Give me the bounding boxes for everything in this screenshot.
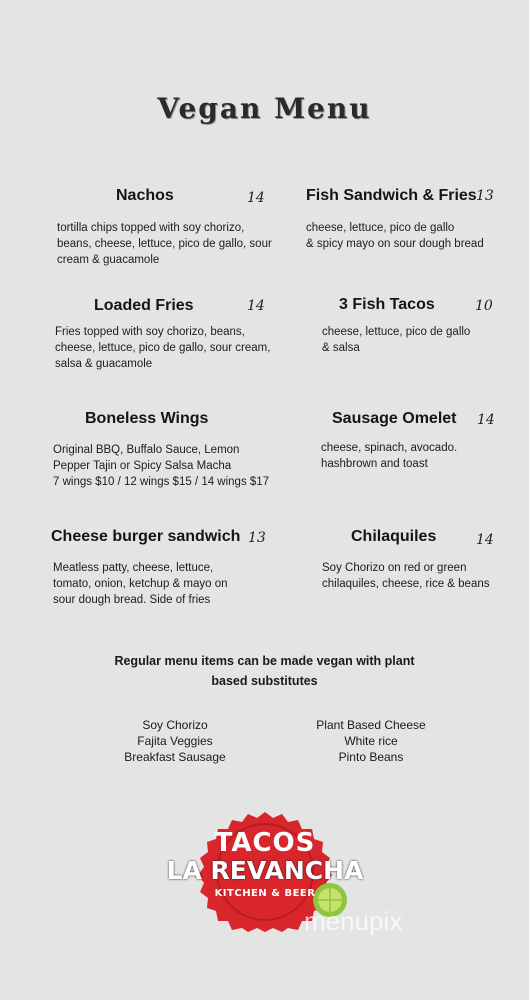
item-desc-cheese-burger: Meatless patty, cheese, lettuce, tomato, onion, ketchup & mayo on sour dough bread. Side of fries xyxy=(53,562,228,606)
item-name-cheese-burger: Cheese burger sandwich xyxy=(51,528,241,545)
item-desc-boneless-wings: Original BBQ, Buffalo Sauce, Lemon Pepper Tajin or Spicy Salsa Macha 7 wings $10 / 12 wings $15 / 14 wings $17 xyxy=(53,444,270,488)
substitutes-right-list: Plant Based Cheese White rice Pinto Beans xyxy=(316,718,426,764)
item-desc-loaded-fries: Fries topped with soy chorizo, beans, cheese, lettuce, pico de gallo, sour cream, salsa & guacamole xyxy=(55,326,271,370)
vegan-substitute-note: Regular menu items can be made vegan with plant based substitutes xyxy=(114,654,415,688)
watermark: menupix xyxy=(304,906,403,936)
item-price-fish-sandwich: 13 xyxy=(476,188,494,204)
item-price-loaded-fries: 14 xyxy=(247,298,265,314)
logo-text-la-revancha: LA REVANCHA xyxy=(166,856,364,885)
item-name-fish-tacos: 3 Fish Tacos xyxy=(339,296,435,313)
item-price-fish-tacos: 10 xyxy=(475,298,493,314)
item-desc-chilaquiles: Soy Chorizo on red or green chilaquiles, cheese, rice & beans xyxy=(322,562,490,590)
item-desc-fish-tacos: cheese, lettuce, pico de gallo & salsa xyxy=(322,326,471,354)
logo-text-tacos: TACOS xyxy=(214,828,316,858)
menu-title: Vegan Menu xyxy=(157,92,372,125)
item-name-nachos: Nachos xyxy=(116,187,174,204)
item-desc-fish-sandwich: cheese, lettuce, pico de gallo & spicy mayo on sour dough bread xyxy=(306,222,484,250)
item-price-cheese-burger: 13 xyxy=(248,530,266,546)
item-desc-sausage-omelet: cheese, spinach, avocado. hashbrown and toast xyxy=(321,442,458,470)
item-name-sausage-omelet: Sausage Omelet xyxy=(332,410,457,427)
logo-text-kitchen-beer: KITCHEN & BEER xyxy=(214,888,316,899)
item-desc-nachos: tortilla chips topped with soy chorizo, beans, cheese, lettuce, pico de gallo, sour cream & guacamole xyxy=(57,222,272,266)
item-name-boneless-wings: Boneless Wings xyxy=(85,410,209,427)
item-price-sausage-omelet: 14 xyxy=(477,412,495,428)
item-name-loaded-fries: Loaded Fries xyxy=(94,297,194,314)
item-price-chilaquiles: 14 xyxy=(476,532,494,548)
item-name-chilaquiles: Chilaquiles xyxy=(351,528,437,545)
substitutes-left-list: Soy Chorizo Fajita Veggies Breakfast Sausage xyxy=(124,718,226,764)
item-price-nachos: 14 xyxy=(247,190,265,206)
item-name-fish-sandwich: Fish Sandwich & Fries xyxy=(306,187,477,204)
